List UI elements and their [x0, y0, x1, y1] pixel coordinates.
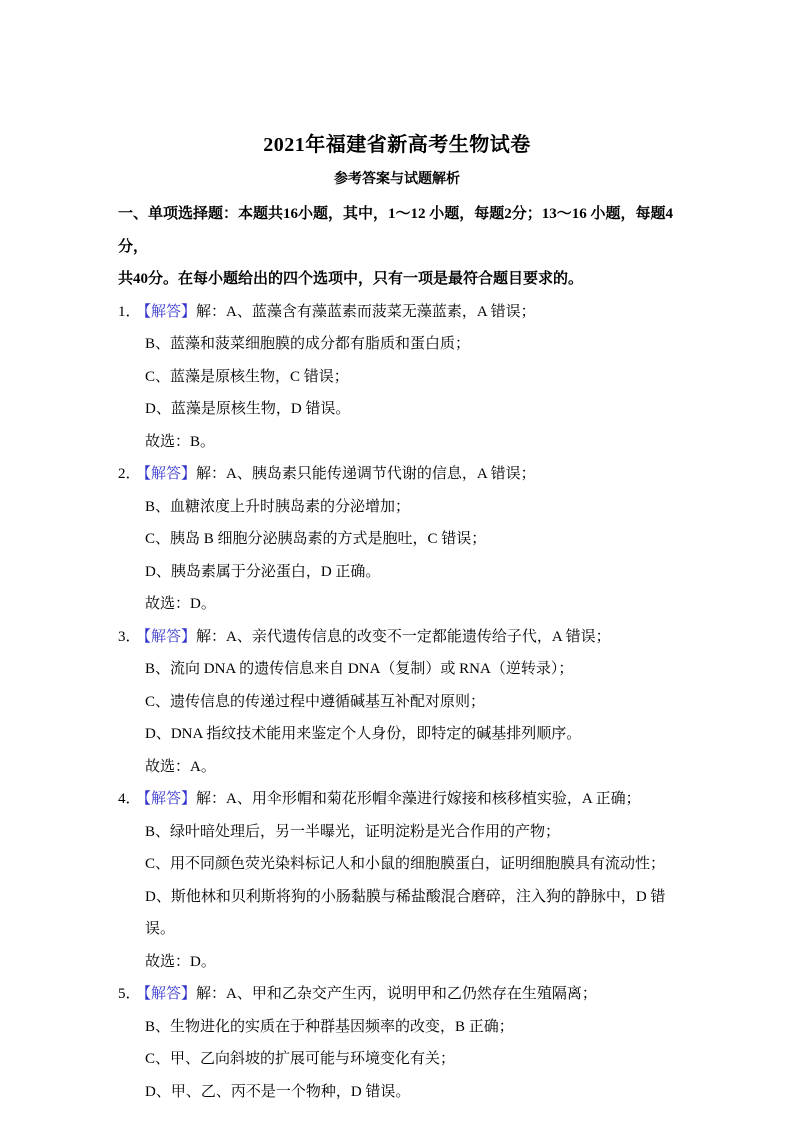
section-header-line: 一、单项选择题：本题共16小题，其中，1～12 小题，每题2分；13～16 小题，每题4分，: [118, 206, 674, 255]
section-header-line: 共40分。在每小题给出的四个选项中，只有一项是最符合题目要求的。: [118, 271, 584, 287]
answer-line: B、血糖浓度上升时胰岛素的分泌增加；: [145, 498, 411, 515]
answer-line: B、绿叶暗处理后，另一半曝光，证明淀粉是光合作用的产物；: [145, 823, 561, 840]
question-number: 3．: [118, 628, 141, 645]
question-number: 5．: [118, 986, 141, 1002]
answer-line: 故选：D。: [145, 953, 216, 970]
answer-tag: 【解答】: [143, 466, 197, 482]
question-block: [118, 458, 676, 621]
question-first-line: [118, 978, 676, 1011]
question-number: 2．: [118, 466, 141, 482]
answer-line: C、甲、乙向斜坡的扩展可能与环境变化有关；: [145, 1051, 456, 1067]
question-block: [118, 621, 676, 784]
answer-line: B、蓝藻和菠菜细胞膜的成分都有脂质和蛋白质；: [145, 336, 471, 352]
question-first-line: [118, 783, 676, 816]
question-first-line: [118, 621, 676, 654]
answer-line: D、甲、乙、丙不是一个物种，D 错误。: [145, 1083, 411, 1100]
answer-line: B、流向 DNA 的遗传信息来自 DNA（复制）或 RNA（逆转录）；: [145, 661, 574, 677]
answer-tag: 【解答】: [143, 628, 197, 645]
answer-line: B、生物进化的实质在于种群基因频率的改变，B 正确；: [145, 1018, 514, 1035]
page-subtitle: 参考答案与试题解析: [334, 172, 460, 187]
answer-line: 故选：B。: [145, 433, 216, 450]
answer-line: C、蓝藻是原核生物，C 错误；: [145, 368, 349, 385]
answer-first-line: 解：A、甲和乙杂交产生丙，说明甲和乙仍然存在生殖隔离；: [196, 986, 597, 1002]
questions-container: [118, 296, 676, 1109]
question-number: 1．: [118, 303, 141, 320]
question-block: [118, 978, 676, 1108]
answer-tag: 【解答】: [143, 303, 197, 320]
answer-first-line: 解：A、蓝藻含有藻蓝素而菠菜无藻蓝素，A 错误；: [196, 303, 536, 320]
answer-line: D、斯他林和贝利斯将狗的小肠黏膜与稀盐酸混合磨碎，注入狗的静脉中，D 错误。: [145, 888, 666, 937]
answer-line: D、DNA 指纹技术能用来鉴定个人身份，即特定的碱基排列顺序。: [145, 726, 582, 742]
answer-line: 故选：D。: [145, 596, 216, 612]
question-first-line: [118, 296, 676, 329]
question-number: 4．: [118, 791, 141, 807]
answer-tag: 【解答】: [143, 986, 197, 1002]
answer-first-line: 解：A、亲代遗传信息的改变不一定都能遗传给子代，A 错误；: [196, 628, 611, 645]
answer-line: D、蓝藻是原核生物，D 错误。: [145, 401, 351, 417]
answer-line: C、遗传信息的传递过程中遵循碱基互补配对原则；: [145, 693, 486, 710]
answer-line: C、胰岛 B 细胞分泌胰岛素的方式是胞吐，C 错误；: [145, 531, 487, 547]
answer-first-line: 解：A、用伞形帽和菊花形帽伞藻进行嫁接和核移植实验，A 正确；: [196, 791, 641, 807]
answer-line: 故选：A。: [145, 758, 216, 775]
question-block: [118, 296, 676, 459]
answer-tag: 【解答】: [143, 791, 197, 807]
answer-first-line: 解：A、胰岛素只能传递调节代谢的信息，A 错误；: [196, 466, 536, 482]
answer-line: D、胰岛素属于分泌蛋白，D 正确。: [145, 563, 381, 580]
answer-line: C、用不同颜色荧光染料标记人和小鼠的细胞膜蛋白，证明细胞膜具有流动性；: [145, 856, 666, 872]
page-title: 2021年福建省新高考生物试卷: [263, 134, 531, 156]
section-header: [118, 198, 676, 296]
question-first-line: [118, 458, 676, 491]
question-block: [118, 783, 676, 978]
